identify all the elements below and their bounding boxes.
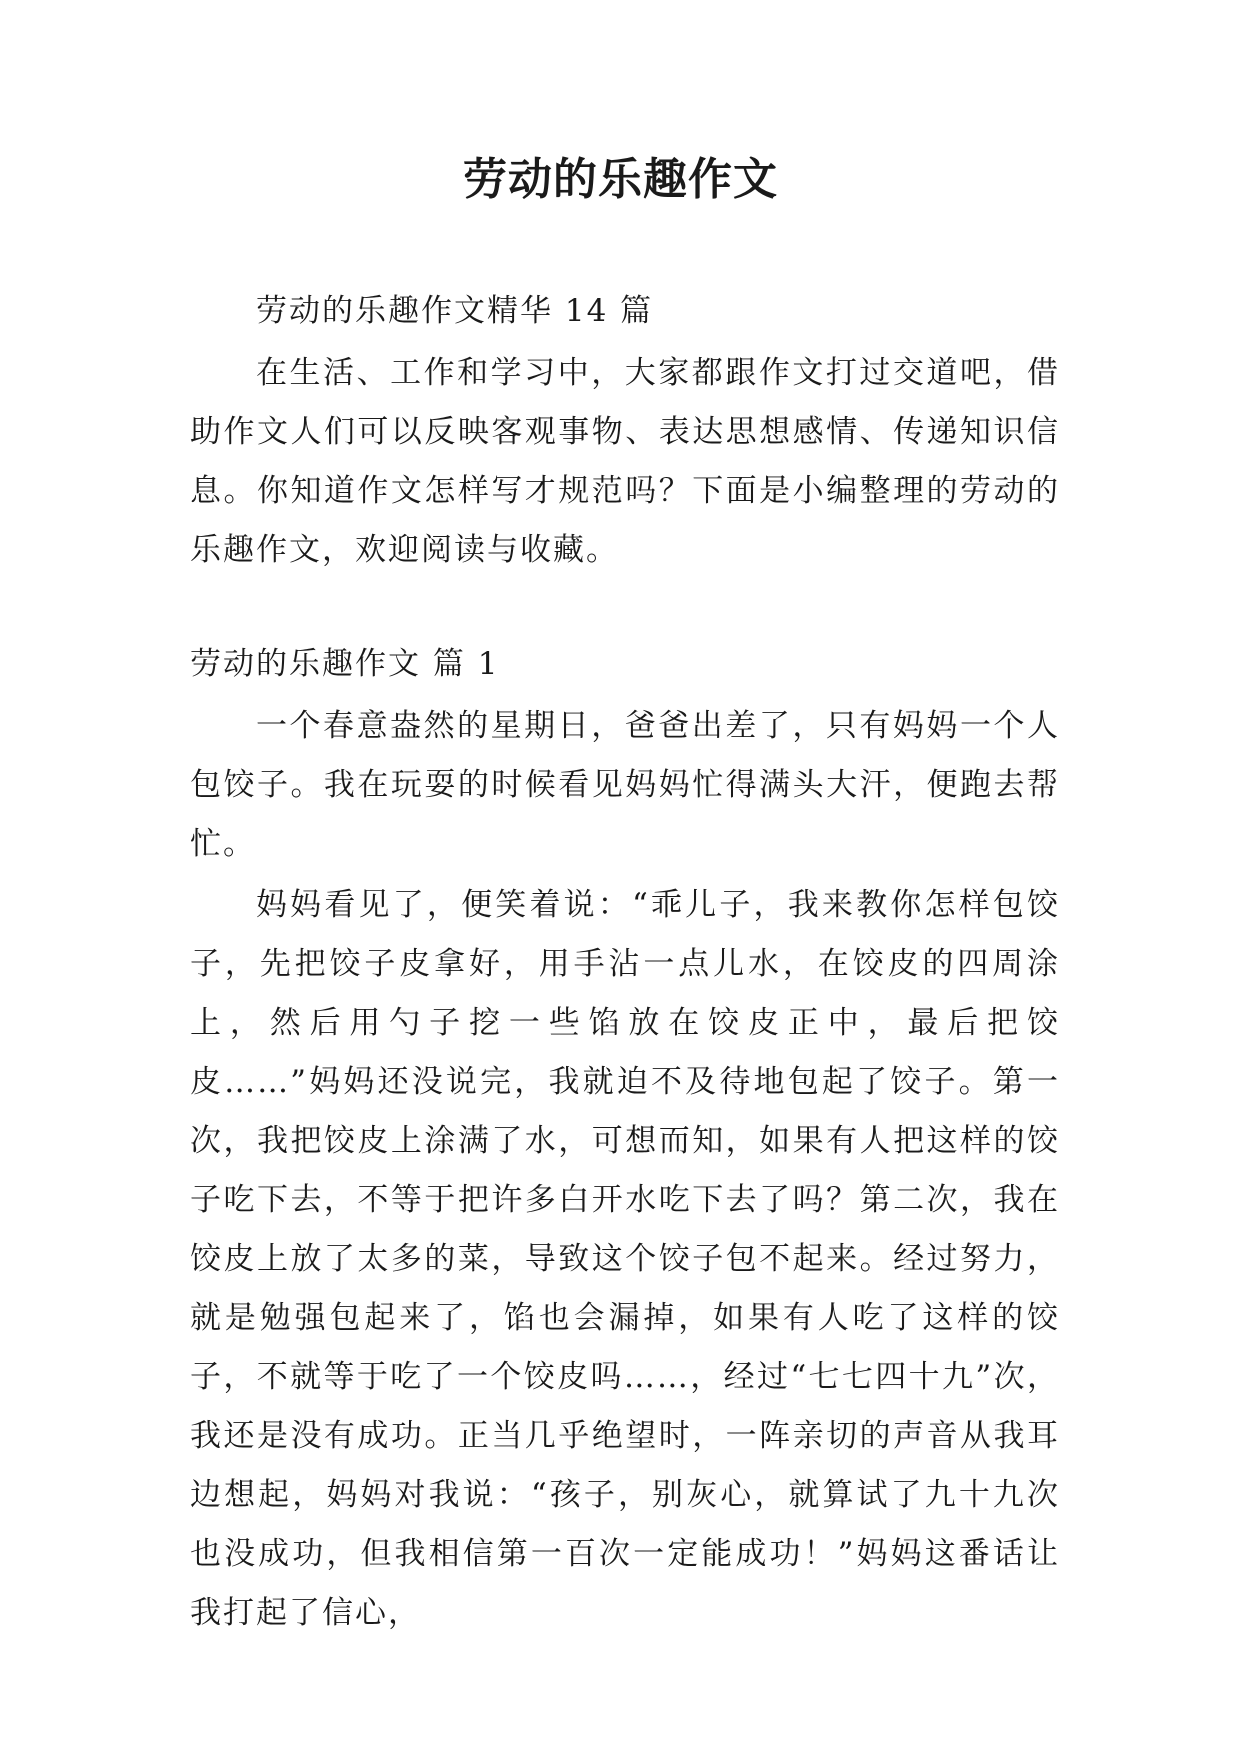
- section-paragraph-1: 一个春意盎然的星期日，爸爸出差了，只有妈妈一个人包饺子。我在玩耍的时候看见妈妈忙得满头大汗，便跑去帮忙。: [190, 708, 1060, 862]
- section-heading: 劳动的乐趣作文 篇 1: [190, 646, 500, 682]
- document-title: 劳动的乐趣作文: [463, 154, 778, 205]
- section-paragraph-2: 妈妈看见了，便笑着说：“乖儿子，我来教你怎样包饺子，先把饺子皮拿好，用手沾一点儿水，在饺皮的四周涂上，然后用勺子挖一些馅放在饺皮正中，最后把饺皮……”妈妈还没说完，我就迫不及待地包起了饺子。第一次，我把饺皮上涂满了水，可想而知，如果有人把这样的饺子吃下去，不等于把许多白开水吃下去了吗？第二次，我在饺皮上放了太多的菜，导致这个饺子包不起来。经过努力，就是勉强包起来了，馅也会漏掉，如果有人吃了这样的饺子，不就等于吃了一个饺皮吗……，经过“七七四十九”次，我还是没有成功。正当几乎绝望时，一阵亲切的声音从我耳边想起，妈妈对我说：“孩子，别灰心，就算试了九十九次也没成功，但我相信第一百次一定能成功！”妈妈这番话让我打起了信心，: [190, 887, 1060, 1631]
- document-subtitle: 劳动的乐趣作文精华 14 篇: [256, 293, 654, 329]
- intro-paragraph: 在生活、工作和学习中，大家都跟作文打过交道吧，借助作文人们可以反映客观事物、表达思想感情、传递知识信息。你知道作文怎样写才规范吗？下面是小编整理的劳动的乐趣作文，欢迎阅读与收藏。: [190, 355, 1060, 568]
